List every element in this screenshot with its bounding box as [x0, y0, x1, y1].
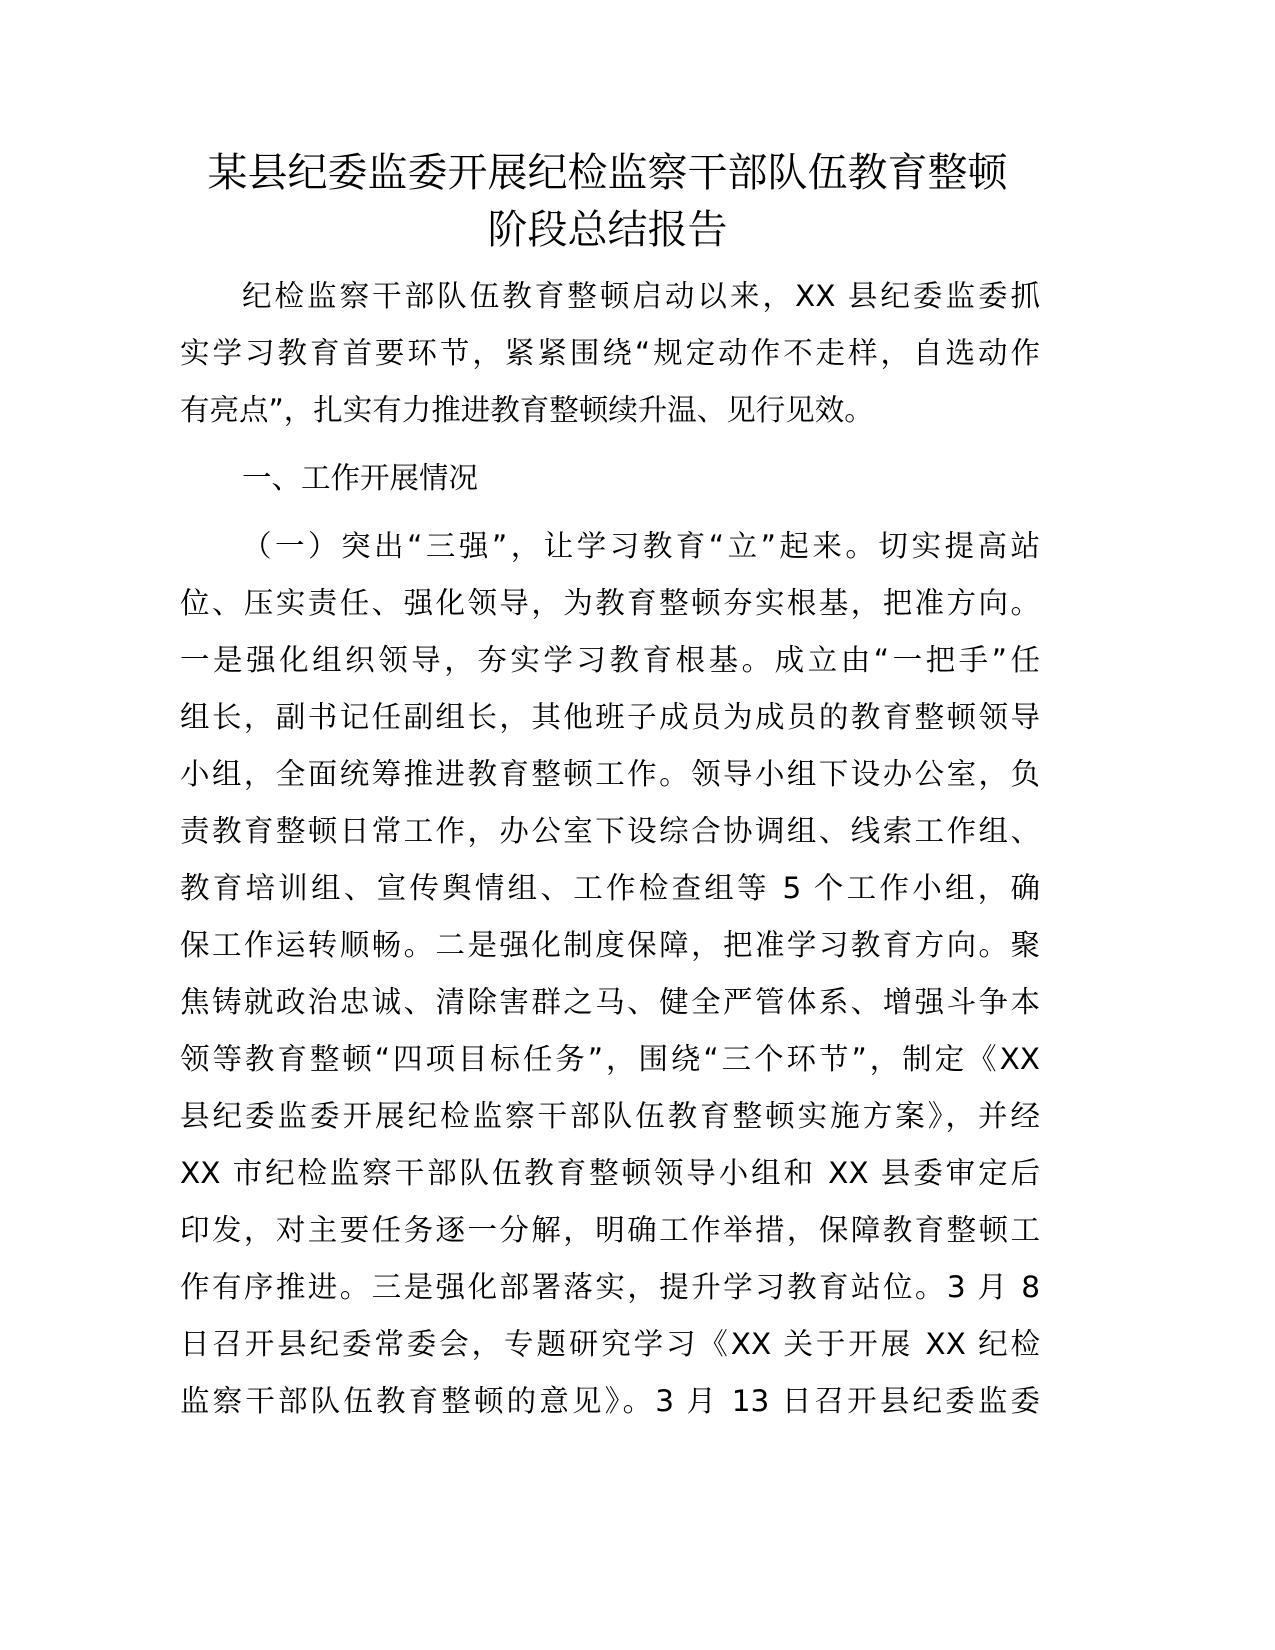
- paragraph-line: 领等教育整顿“四项目标任务”，围绕“三个环节”，制定《XX: [180, 1042, 1040, 1076]
- document-title: [150, 145, 1065, 259]
- paragraph-line: XX 市纪检监察干部队伍教育整顿领导小组和 XX 县委审定后: [180, 1156, 1040, 1190]
- paragraph-line: 责教育整顿日常工作，办公室下设综合协调组、线索工作组、: [180, 814, 1040, 848]
- paragraph-line: 县纪委监委开展纪检监察干部队伍教育整顿实施方案》，并经: [180, 1099, 1040, 1133]
- paragraph-gap: [180, 507, 1040, 518]
- section-heading: 一、工作开展情况: [242, 461, 479, 495]
- paragraph-line: （一）突出“三强”，让学习教育“立”起来。切实提高站: [242, 529, 1040, 563]
- paragraph-line: 作有序推进。三是强化部署落实，提升学习教育站位。3 月 8: [180, 1270, 1040, 1304]
- paragraph-line: 组长，副书记任副组长，其他班子成员为成员的教育整顿领导: [180, 700, 1040, 734]
- paragraph-line: 一是强化组织领导，夯实学习教育根基。成立由“一把手”任: [180, 643, 1040, 677]
- paragraph-line: 教育培训组、宣传舆情组、工作检查组等 5 个工作小组，确: [180, 871, 1040, 905]
- title-line-1: 某县纪委监委开展纪检监察干部队伍教育整顿: [207, 150, 1008, 196]
- paragraph-line: 日召开县纪委常委会，专题研究学习《XX 关于开展 XX 纪检: [180, 1327, 1040, 1361]
- title-line-2: 阶段总结报告: [487, 207, 728, 253]
- paragraph-line: 位、压实责任、强化领导，为教育整顿夯实根基，把准方向。: [180, 586, 1040, 620]
- paragraph-gap: [180, 439, 1040, 450]
- paragraph-line: 保工作运转顺畅。二是强化制度保障，把准学习教育方向。聚: [180, 928, 1040, 962]
- document-body: [180, 268, 1040, 1430]
- paragraph-line: 实学习教育首要环节，紧紧围绕“规定动作不走样，自选动作: [180, 336, 1040, 370]
- paragraph-line: 有亮点”，扎实有力推进教育整顿续升温、见行见效。: [180, 393, 874, 427]
- paragraph-line: 小组，全面统筹推进教育整顿工作。领导小组下设办公室，负: [180, 757, 1040, 791]
- paragraph-line: 纪检监察干部队伍教育整顿启动以来，XX 县纪委监委抓: [242, 279, 1040, 313]
- paragraph-line: 印发，对主要任务逐一分解，明确工作举措，保障教育整顿工: [180, 1213, 1040, 1247]
- paragraph-line: 监察干部队伍教育整顿的意见》。3 月 13 日召开县纪委监委: [180, 1384, 1040, 1418]
- paragraph-line: 焦铸就政治忠诚、清除害群之马、健全严管体系、增强斗争本: [180, 985, 1040, 1019]
- subsection-paragraph: [180, 518, 1040, 1430]
- intro-paragraph: [180, 268, 1040, 439]
